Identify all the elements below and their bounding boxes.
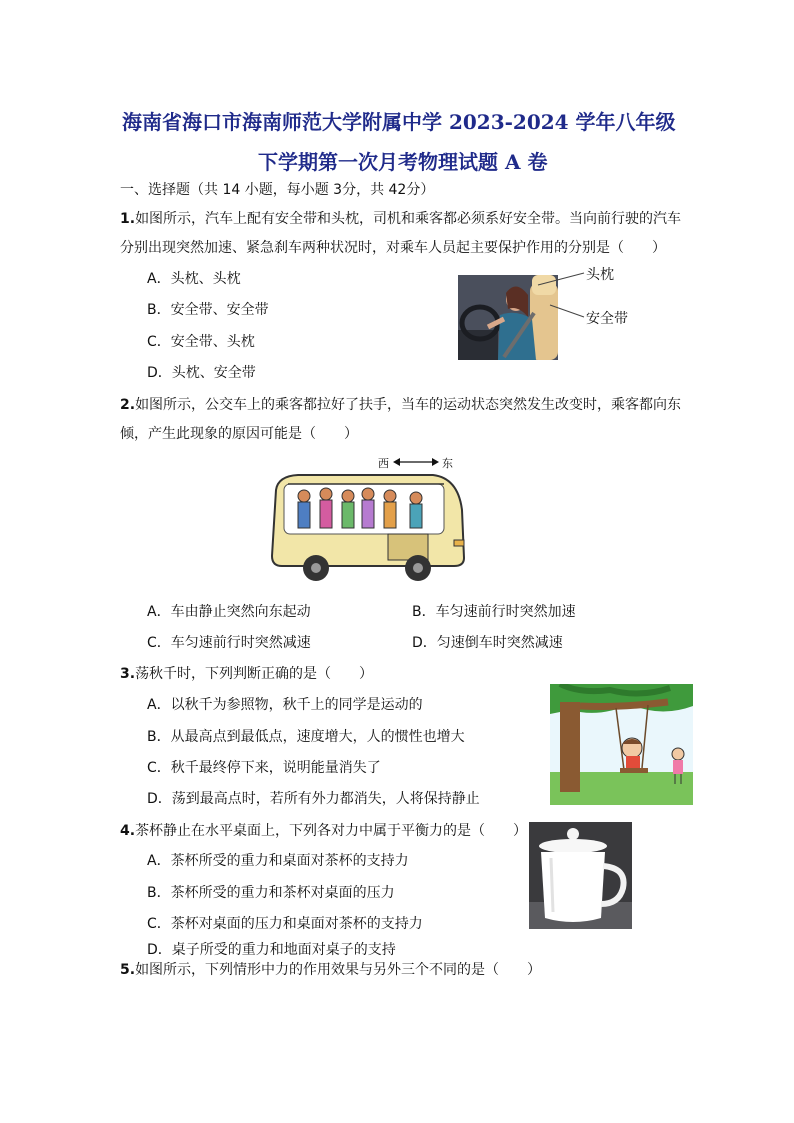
question-2-figure (268, 470, 470, 585)
label-headrest: 头枕 (586, 267, 614, 283)
question-1-option-a: A．头枕、头枕 (147, 271, 241, 287)
question-1-stem-text-1: 如图所示，汽车上配有安全带和头枕，司机和乘客都必须系好安全带。当向前行驶的汽车 (135, 211, 682, 227)
question-3-option-d: D．荡到最高点时，若所有外力都消失，人将保持静止 (147, 791, 480, 807)
question-5-number: 5. (120, 962, 136, 978)
page-title-line-2: 下学期第一次月考物理试题 A 卷 (258, 150, 548, 174)
label-west: 西 (378, 457, 389, 470)
direction-arrow (393, 456, 439, 468)
label-seatbelt: 安全带 (586, 311, 628, 327)
question-1-number: 1. (120, 211, 136, 227)
bus-illustration (268, 470, 470, 585)
question-3-option-b: B．从最高点到最低点，速度增大，人的惯性也增大 (147, 729, 465, 745)
question-1-option-b: B．安全带、安全带 (147, 302, 269, 318)
question-4-number: 4. (120, 823, 136, 839)
question-2-number: 2. (120, 397, 136, 413)
question-5-stem-text: 如图所示，下列情形中力的作用效果与另外三个不同的是（ ） (135, 962, 542, 978)
question-4-option-a: A．茶杯所受的重力和桌面对茶杯的支持力 (147, 853, 409, 869)
label-east: 东 (442, 457, 453, 470)
question-4-option-d: D．桌子所受的重力和地面对桌子的支持 (147, 942, 396, 958)
question-4-option-c: C．茶杯对桌面的压力和桌面对茶杯的支持力 (147, 916, 423, 932)
question-1-option-c: C．安全带、头枕 (147, 334, 255, 350)
question-1-stem-line-2: 分别出现突然加速、紧急刹车两种状况时，对乘车人员起主要保护作用的分别是（ ） (120, 240, 666, 256)
question-2-option-c: C．车匀速前行时突然减速 (147, 635, 311, 651)
question-3-figure (550, 684, 693, 805)
question-3-number: 3. (120, 666, 136, 682)
question-1-leader-lines (530, 265, 590, 325)
question-3-option-a: A．以秋千为参照物，秋千上的同学是运动的 (147, 697, 423, 713)
page-title-line-1: 海南省海口市海南师范大学附属中学 2023-2024 学年八年级 (122, 110, 676, 134)
question-2-stem-line-1 (120, 396, 681, 414)
question-4-option-b: B．茶杯所受的重力和茶杯对桌面的压力 (147, 885, 395, 901)
question-2-stem-line-2: 倾，产生此现象的原因可能是（ ） (120, 426, 358, 442)
question-4-stem (120, 822, 527, 840)
question-4-stem-text: 茶杯静止在水平桌面上，下列各对力中属于平衡力的是（ ） (135, 823, 528, 839)
tea-cup-illustration (529, 822, 632, 929)
question-2-option-b: B．车匀速前行时突然加速 (412, 604, 576, 620)
question-3-option-c: C．秋千最终停下来，说明能量消失了 (147, 760, 381, 776)
question-1-stem-line-1 (120, 210, 681, 228)
question-5-stem (120, 961, 541, 979)
question-4-figure (529, 822, 632, 929)
question-3-stem (120, 665, 373, 683)
swing-illustration (550, 684, 693, 805)
question-2-stem-text-1: 如图所示，公交车上的乘客都拉好了扶手，当车的运动状态突然发生改变时，乘客都向东 (135, 397, 682, 413)
question-2-option-d: D．匀速倒车时突然减速 (412, 635, 563, 651)
question-2-option-a: A．车由静止突然向东起动 (147, 604, 311, 620)
question-3-stem-text: 荡秋千时，下列判断正确的是（ ） (135, 666, 374, 682)
question-1-option-d: D．头枕、安全带 (147, 365, 256, 381)
section-heading: 一、选择题（共 14 小题，每小题 3分，共 42分） (120, 182, 435, 198)
